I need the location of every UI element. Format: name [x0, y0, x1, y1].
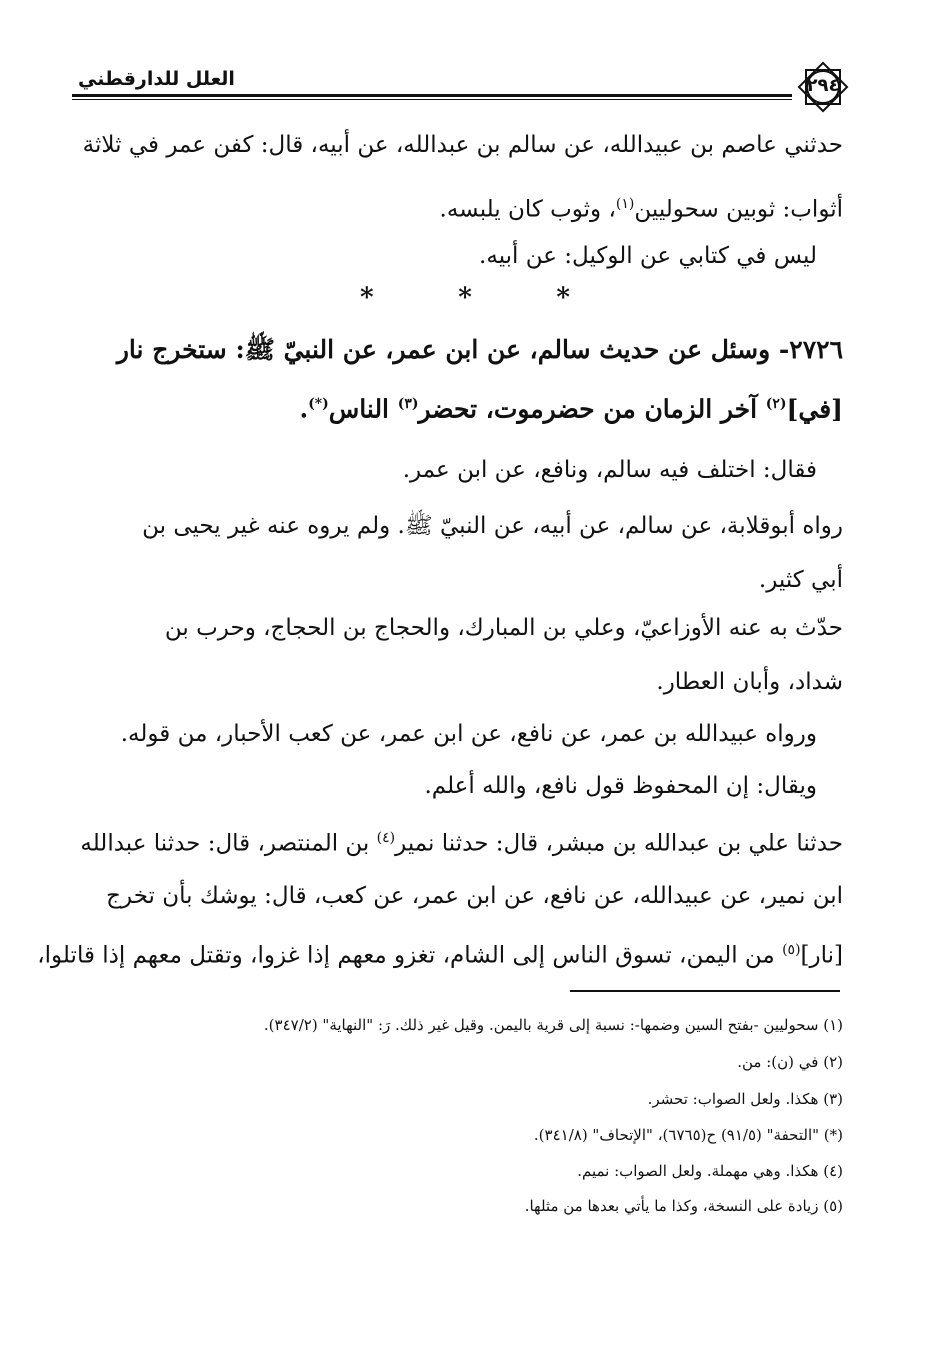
- text-line: ابن نمير، عن عبيدالله، عن نافع، عن ابن عمر، عن كعب، قال: يوشك بأن تخرج: [106, 883, 843, 909]
- footnote: (٥) زيادة على النسخة، وكذا ما يأتي بعدها من مثلها.: [524, 1197, 843, 1215]
- page-number: ٢٩٤: [806, 75, 840, 96]
- footnote-separator: [570, 990, 840, 992]
- footnote: (١) سحوليين -بفتح السين وضمها-: نسبة إلى قرية باليمن. وقيل غير ذلك. رَ: "النهاية" (٣٤٧/٢).: [263, 1016, 843, 1034]
- footnote-ref: (٣): [397, 396, 419, 412]
- text-fragment: بن المنتصر، قال: حدثنا عبدالله: [80, 830, 377, 857]
- question-heading: ٢٧٢٦- وسئل عن حديث سالم، عن ابن عمر، عن النبيّ ﷺ: ستخرج نار: [116, 335, 843, 364]
- footnote-ref: (٥): [782, 942, 801, 958]
- text-line: حدثني عاصم بن عبيدالله، عن سالم بن عبدالله، عن أبيه، قال: كفن عمر في ثلاثة: [82, 132, 843, 158]
- text-fragment: أثواب: ثوبين سحوليين: [634, 196, 843, 223]
- text-line: ليس في كتابي عن الوكيل: عن أبيه.: [479, 243, 817, 269]
- text-fragment: [نار]: [800, 942, 843, 969]
- question-heading: [71, 384, 843, 429]
- text-line: رواه أبوقلابة، عن سالم، عن أبيه، عن النبيّ ﷺ. ولم يروه عنه غير يحيى بن: [142, 513, 843, 539]
- section-separator: [360, 283, 570, 313]
- footnote-ref: (٢): [765, 396, 787, 412]
- text-fragment: .: [299, 394, 309, 424]
- separator-star: *: [556, 283, 570, 313]
- footnote: (٤) هكذا. وهي مهملة. ولعل الصواب: نميم.: [577, 1162, 843, 1180]
- footnote: (*) "التحفة" (٩١/٥) ح(٦٧٦٥)، "الإتحاف" (٣٤١/٨).: [533, 1126, 843, 1144]
- text-fragment: ، وثوب كان يلبسه.: [439, 196, 616, 223]
- footnote-ref: (*): [308, 396, 329, 412]
- book-title: العلل للدارقطني: [78, 68, 235, 90]
- text-line: [37, 930, 843, 976]
- text-fragment: آخر الزمان من حضرموت، تحضر: [418, 394, 766, 424]
- footnote-ref: (٤): [376, 830, 396, 846]
- text-fragment: من اليمن، تسوق الناس إلى الشام، تغزو معهم إذا غزوا، وتقتل معهم إذا قاتلوا،: [37, 942, 783, 969]
- text-line: فقال: اختلف فيه سالم، ونافع، عن ابن عمر.: [402, 457, 817, 483]
- footnote-ref: (١): [615, 196, 635, 212]
- text-line: حدّث به عنه الأوزاعيّ، وعلي بن المبارك، والحجاج بن الحجاج، وحرب بن: [164, 615, 843, 641]
- text-line: أبي كثير.: [758, 567, 843, 593]
- text-line: [71, 184, 843, 230]
- footnote: (٢) في (ن): من.: [737, 1053, 843, 1071]
- separator-star: *: [458, 283, 472, 313]
- text-fragment: حدثنا علي بن عبدالله بن مبشر، قال: حدثنا نمير: [395, 830, 843, 857]
- header-rule-thin: [72, 99, 792, 100]
- text-line: ويقال: إن المحفوظ قول نافع، والله أعلم.: [424, 773, 817, 799]
- page-header: [72, 56, 852, 116]
- text-line: ورواه عبيدالله بن عمر، عن نافع، عن ابن عمر، عن كعب الأحبار، من قوله.: [120, 721, 817, 747]
- header-rule-thick: [72, 94, 792, 97]
- text-line: شداد، وأبان العطار.: [656, 669, 843, 695]
- footnote: (٣) هكذا. ولعل الصواب: تحشر.: [647, 1090, 843, 1108]
- text-fragment: الناس: [328, 394, 398, 424]
- text-fragment: [في]: [786, 394, 843, 424]
- page-number-badge: [794, 58, 852, 116]
- separator-star: *: [360, 283, 374, 313]
- text-line: [71, 818, 843, 864]
